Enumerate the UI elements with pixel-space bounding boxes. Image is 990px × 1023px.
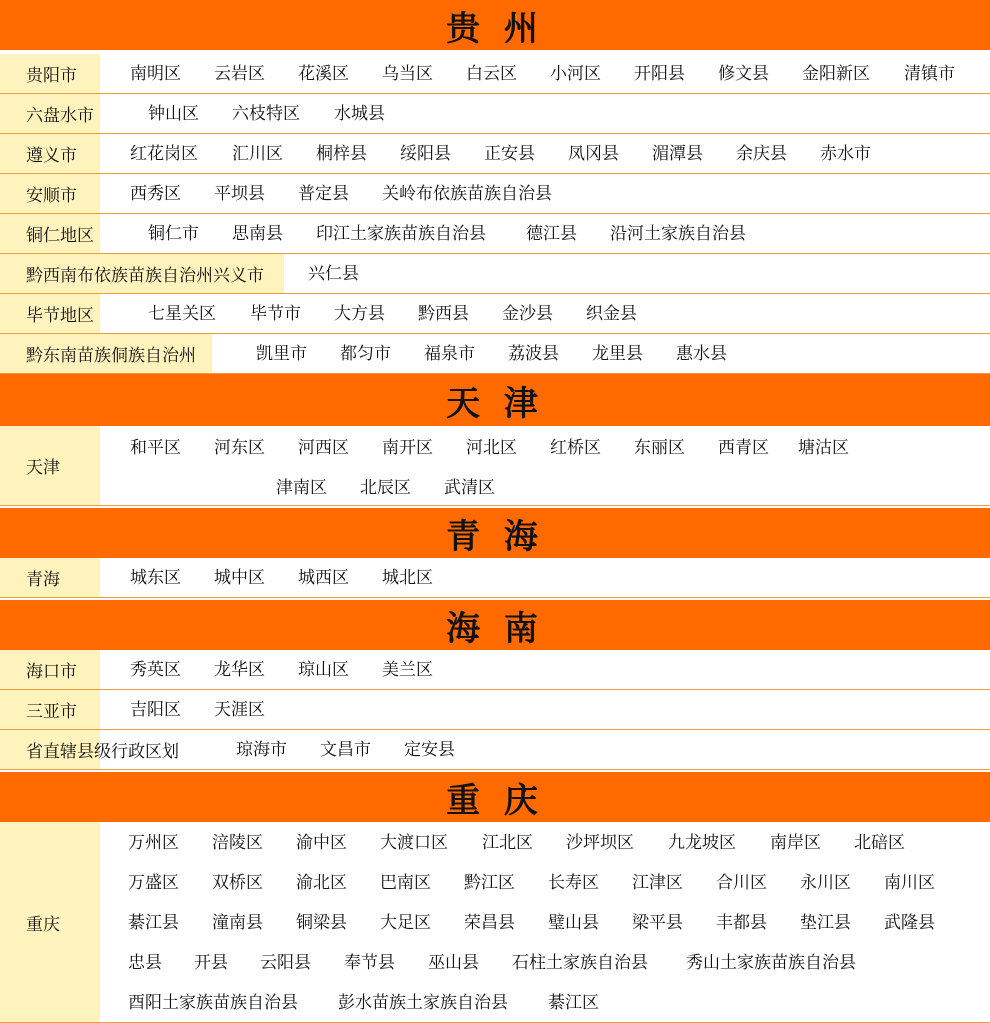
district-link[interactable]: 小河区 [550,64,601,84]
district-link[interactable]: 江津区 [632,873,683,893]
district-link[interactable]: 城西区 [298,568,349,588]
district-link[interactable]: 印江土家族苗族自治县 [316,224,486,244]
district-link[interactable]: 黔江区 [464,873,515,893]
district-link[interactable]: 南岸区 [770,833,821,853]
district-link[interactable]: 荣昌县 [464,913,515,933]
district-link[interactable]: 美兰区 [382,660,433,680]
district-link[interactable]: 沙坪坝区 [566,833,634,853]
district-link[interactable]: 南明区 [130,64,181,84]
district-link[interactable]: 大方县 [334,304,385,324]
district-link[interactable]: 武隆县 [884,913,935,933]
district-link[interactable]: 双桥区 [212,873,263,893]
district-link[interactable]: 万盛区 [128,873,179,893]
district-link[interactable]: 巫山县 [428,953,479,973]
district-link[interactable]: 綦江县 [128,913,179,933]
district-link[interactable]: 城北区 [382,568,433,588]
city-label[interactable]: 海口市 [0,650,100,689]
province-banner: 贵 州 [0,0,990,50]
district-link[interactable]: 西秀区 [130,184,181,204]
district-link[interactable]: 秀山土家族苗族自治县 [686,953,856,973]
district-link[interactable]: 吉阳区 [130,700,181,720]
district-link[interactable]: 河北区 [466,438,517,458]
district-link[interactable]: 金阳新区 [802,64,870,84]
district-link[interactable]: 铜梁县 [296,913,347,933]
district-link[interactable]: 璧山县 [548,913,599,933]
district-link[interactable]: 琼山区 [298,660,349,680]
district-link[interactable]: 毕节市 [250,304,301,324]
district-link[interactable]: 九龙坡区 [668,833,736,853]
district-link[interactable]: 城东区 [130,568,181,588]
district-link[interactable]: 大渡口区 [380,833,448,853]
city-row [0,134,990,174]
district-link[interactable]: 织金县 [586,304,637,324]
city-row [0,214,990,254]
city-label[interactable]: 毕节地区 [0,294,100,333]
district-link[interactable]: 红桥区 [550,438,601,458]
city-label[interactable]: 铜仁地区 [0,214,100,253]
district-link[interactable]: 永川区 [800,873,851,893]
district-link[interactable]: 清镇市 [904,64,955,84]
city-row [0,94,990,134]
district-link[interactable]: 余庆县 [736,144,787,164]
district-link[interactable]: 琼海市 [236,740,287,760]
district-link[interactable]: 秀英区 [130,660,181,680]
district-link[interactable]: 正安县 [484,144,535,164]
city-row [0,558,990,598]
district-link[interactable]: 万州区 [128,833,179,853]
district-link[interactable]: 金沙县 [502,304,553,324]
district-link[interactable]: 龙里县 [592,344,643,364]
district-link[interactable]: 忠县 [128,953,162,973]
district-link[interactable]: 垫江县 [800,913,851,933]
district-link[interactable]: 七星关区 [148,304,216,324]
district-link[interactable]: 红花岗区 [130,144,198,164]
district-link[interactable]: 和平区 [130,438,181,458]
district-link[interactable]: 白云区 [466,64,517,84]
district-link[interactable]: 铜仁市 [148,224,199,244]
district-link[interactable]: 塘沽区 [798,438,849,458]
district-link[interactable]: 思南县 [232,224,283,244]
district-link[interactable]: 巴南区 [380,873,431,893]
city-row [0,730,990,770]
district-link[interactable]: 惠水县 [676,344,727,364]
district-link[interactable]: 关岭布依族苗族自治县 [382,184,552,204]
province-banner: 天 津 [0,374,990,426]
city-row [0,254,990,294]
province-banner: 青 海 [0,508,990,558]
district-link[interactable]: 开阳县 [634,64,685,84]
district-link[interactable]: 钟山区 [148,104,199,124]
city-label[interactable]: 重庆 [0,822,100,1022]
district-link[interactable]: 天涯区 [214,700,265,720]
district-link[interactable]: 河东区 [214,438,265,458]
city-row [0,294,990,334]
city-row [0,426,990,506]
city-row [0,822,990,1023]
district-link[interactable]: 梁平县 [632,913,683,933]
district-link[interactable]: 丰都县 [716,913,767,933]
district-link[interactable]: 花溪区 [298,64,349,84]
district-link[interactable]: 凯里市 [256,344,307,364]
city-label[interactable]: 安顺市 [0,174,100,213]
city-label[interactable]: 贵阳市 [0,54,100,93]
district-link[interactable]: 湄潭县 [652,144,703,164]
district-link[interactable]: 兴仁县 [308,264,359,284]
district-link[interactable]: 奉节县 [344,953,395,973]
city-label[interactable]: 天津 [0,426,100,505]
district-link[interactable]: 乌当区 [382,64,433,84]
district-link[interactable]: 云阳县 [260,953,311,973]
city-label[interactable]: 黔东南苗族侗族自治州 [0,334,212,373]
district-link[interactable]: 武清区 [444,478,495,498]
district-link[interactable]: 黔西县 [418,304,469,324]
district-link[interactable]: 潼南县 [212,913,263,933]
city-row [0,174,990,214]
district-link[interactable]: 六枝特区 [232,104,300,124]
district-link[interactable]: 沿河土家族自治县 [610,224,746,244]
province-banner: 海 南 [0,600,990,650]
district-link[interactable]: 北碚区 [854,833,905,853]
district-link[interactable]: 渝北区 [296,873,347,893]
city-label[interactable]: 青海 [0,558,100,597]
district-link[interactable]: 赤水市 [820,144,871,164]
district-link[interactable]: 彭水苗族土家族自治县 [338,993,508,1013]
city-label[interactable]: 遵义市 [0,134,100,173]
district-link[interactable]: 绥阳县 [400,144,451,164]
district-link[interactable]: 汇川区 [232,144,283,164]
district-link[interactable]: 桐梓县 [316,144,367,164]
district-link[interactable]: 东丽区 [634,438,685,458]
district-link[interactable]: 酉阳土家族苗族自治县 [128,993,298,1013]
district-link[interactable]: 南川区 [884,873,935,893]
province-banner: 重 庆 [0,772,990,822]
district-link[interactable]: 荔波县 [508,344,559,364]
district-link[interactable]: 龙华区 [214,660,265,680]
district-link[interactable]: 开县 [194,953,228,973]
district-link[interactable]: 长寿区 [548,873,599,893]
district-link[interactable]: 都匀市 [340,344,391,364]
district-link[interactable]: 水城县 [334,104,385,124]
district-link[interactable]: 河西区 [298,438,349,458]
district-link[interactable]: 津南区 [276,478,327,498]
city-row [0,334,990,374]
district-link[interactable]: 涪陵区 [212,833,263,853]
city-row [0,690,990,730]
district-link[interactable]: 平坝县 [214,184,265,204]
district-link[interactable]: 北辰区 [360,478,411,498]
city-label[interactable]: 黔西南布依族苗族自治州兴义市 [0,254,284,293]
district-link[interactable]: 云岩区 [214,64,265,84]
district-link[interactable]: 德江县 [526,224,577,244]
district-link[interactable]: 福泉市 [424,344,475,364]
city-label[interactable]: 六盘水市 [0,94,100,133]
district-link[interactable]: 修文县 [718,64,769,84]
city-label[interactable]: 三亚市 [0,690,100,729]
district-link[interactable]: 普定县 [298,184,349,204]
district-link[interactable]: 渝中区 [296,833,347,853]
district-link[interactable]: 綦江区 [548,993,599,1013]
district-link[interactable]: 定安县 [404,740,455,760]
district-link[interactable]: 南开区 [382,438,433,458]
district-link[interactable]: 城中区 [214,568,265,588]
district-link[interactable]: 西青区 [718,438,769,458]
city-label[interactable]: 省直辖县级行政区划 [0,730,100,769]
district-link[interactable]: 凤冈县 [568,144,619,164]
city-row [0,650,990,690]
city-row [0,54,990,94]
district-link[interactable]: 大足区 [380,913,431,933]
district-link[interactable]: 文昌市 [320,740,371,760]
district-link[interactable]: 江北区 [482,833,533,853]
district-link[interactable]: 石柱土家族自治县 [512,953,648,973]
district-link[interactable]: 合川区 [716,873,767,893]
